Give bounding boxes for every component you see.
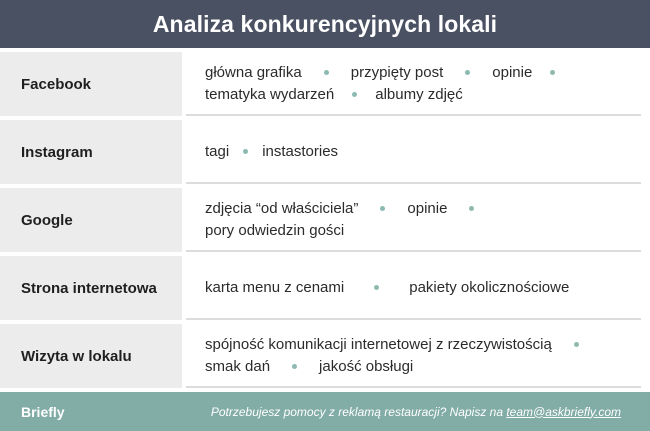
table-row (0, 256, 650, 320)
content-line (205, 197, 641, 219)
bullet-dot-icon (352, 92, 357, 97)
row-content (186, 256, 641, 320)
feature-item: karta menu z cenami (205, 278, 345, 296)
contact-email-link[interactable]: team@askbriefly.com (506, 404, 621, 419)
footer-cta (211, 405, 621, 419)
feature-item: opinie (407, 199, 448, 217)
row-content (186, 188, 641, 252)
table-row (0, 120, 650, 184)
bullet-dot-icon (324, 70, 329, 75)
row-label: Instagram (0, 120, 182, 184)
feature-item: pakiety okolicznościowe (409, 278, 570, 296)
feature-item: instastories (262, 142, 339, 160)
content-line (205, 61, 641, 83)
feature-item: zdjęcia “od właściciela” (205, 199, 359, 217)
content-line (205, 355, 641, 377)
row-label: Facebook (0, 52, 182, 116)
feature-item: albumy zdjęć (375, 85, 463, 103)
feature-item: główna grafika (205, 63, 302, 81)
bullet-dot-icon (374, 285, 379, 290)
content-line (205, 83, 641, 105)
bullet-dot-icon (465, 70, 470, 75)
feature-item: spójność komunikacji internetowej z rzeczywistością (205, 335, 552, 353)
feature-item: smak dań (205, 357, 271, 375)
content-line (205, 276, 641, 298)
row-content (186, 52, 641, 116)
row-label: Google (0, 188, 182, 252)
row-content (186, 324, 641, 388)
table-row (0, 324, 650, 388)
page-title-bar (0, 0, 650, 48)
bullet-dot-icon (574, 342, 579, 347)
bullet-dot-icon (380, 206, 385, 211)
page-title: Analiza konkurencyjnych lokali (152, 10, 498, 37)
feature-item: jakość obsługi (319, 357, 414, 375)
row-label: Wizyta w lokalu (0, 324, 182, 388)
feature-item: tematyka wydarzeń (205, 85, 335, 103)
brand-logo-text: Briefly (21, 403, 65, 420)
footer-bar (0, 392, 650, 431)
feature-item: tagi (205, 142, 230, 160)
bullet-dot-icon (550, 70, 555, 75)
bullet-dot-icon (243, 149, 248, 154)
feature-item: przypięty post (350, 63, 444, 81)
feature-item: opinie (492, 63, 533, 81)
content-line (205, 333, 641, 355)
bullet-dot-icon (469, 206, 474, 211)
row-label: Strona internetowa (0, 256, 182, 320)
table-row (0, 188, 650, 252)
table-row (0, 52, 650, 116)
row-content (186, 120, 641, 184)
footer-cta-text: Potrzebujesz pomocy z reklamą restauracji? Napisz na (210, 404, 507, 419)
content-line (205, 219, 641, 241)
feature-item: pory odwiedzin gości (205, 221, 345, 239)
bullet-dot-icon (292, 364, 297, 369)
content-line (205, 140, 641, 162)
